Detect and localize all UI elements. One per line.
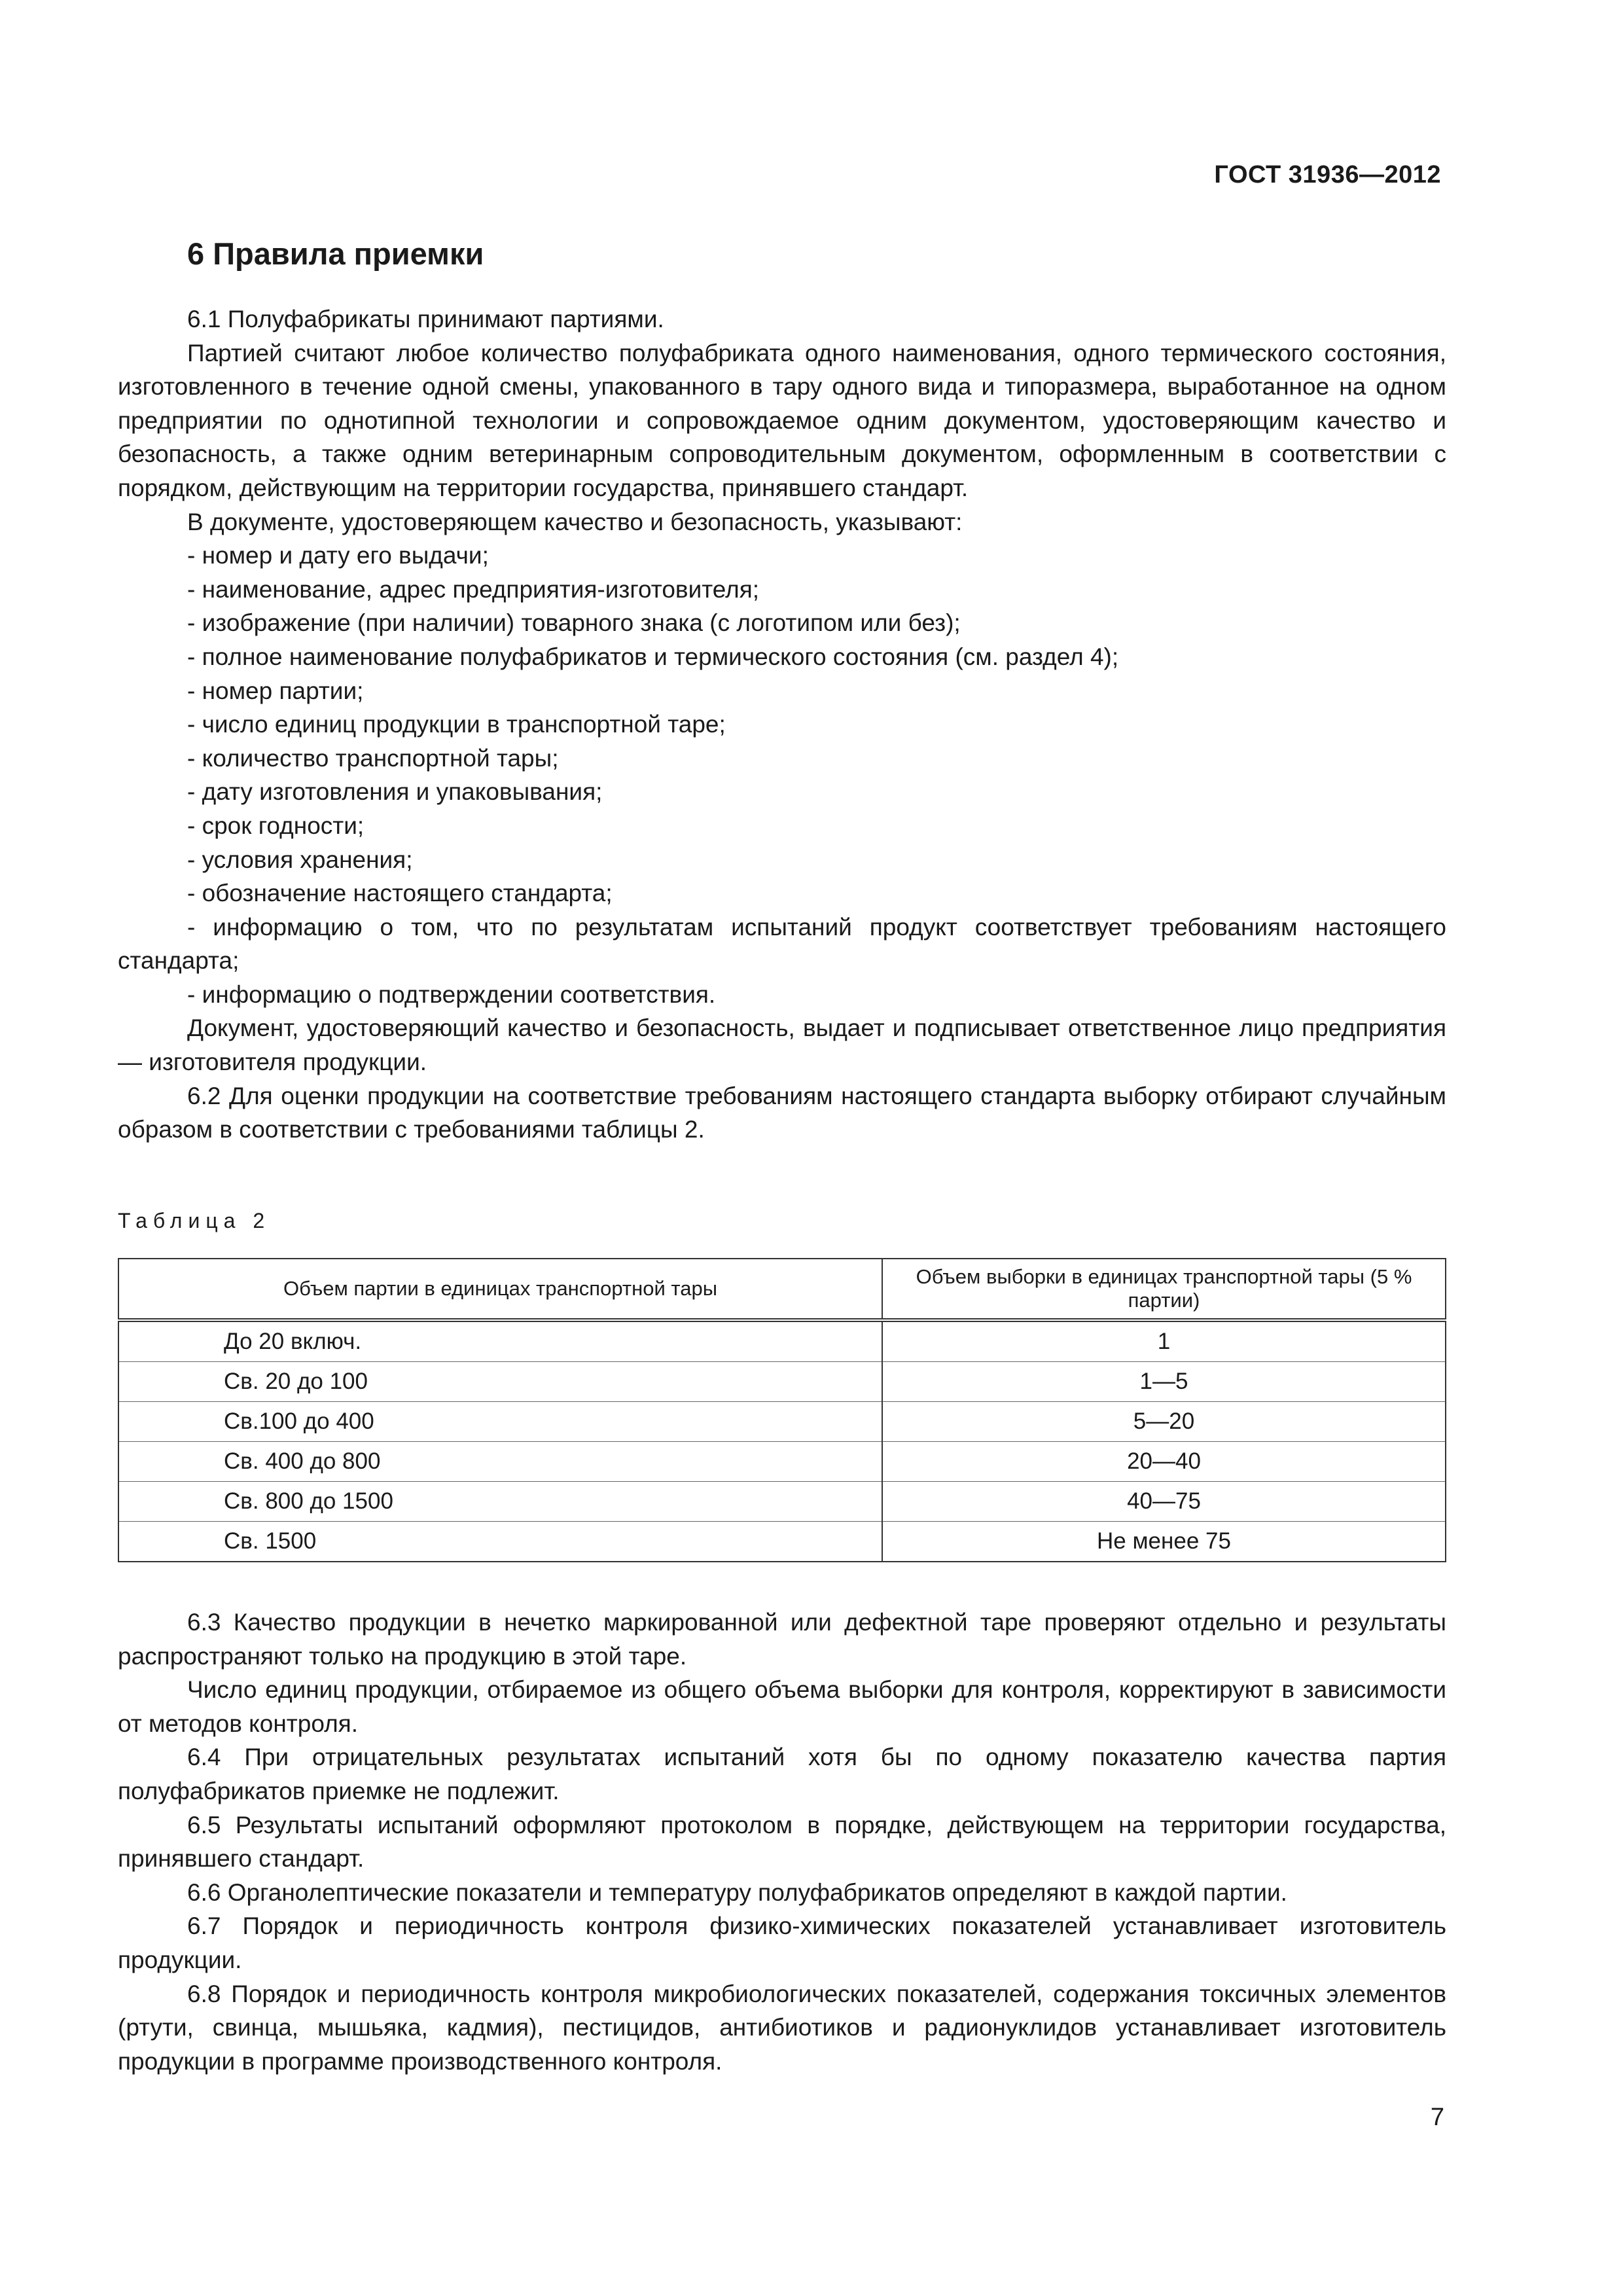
list-item: - наименование, адрес предприятия-изготовителя; (187, 575, 760, 603)
table-row (118, 1402, 1446, 1442)
column-header-sample-size: Объем выборки в единицах транспортной тары (5 % партии) (882, 1259, 1446, 1320)
paragraph-6-2: 6.2 Для оценки продукции на соответствие требованиям настоящего стандарта выборку отбирают случайным образом в соответствии с требованиями таблицы 2. (118, 1082, 1446, 1143)
lot-size-cell: До 20 включ. (118, 1320, 882, 1362)
paragraph-document-contents: В документе, удостоверяющем качество и безопасность, указывают: (187, 508, 963, 535)
paragraph-6-5: 6.5 Результаты испытаний оформляют протоколом в порядке, действующем на территории государства, принявшего стандарт. (118, 1811, 1446, 1873)
list-item: - условия хранения; (187, 846, 413, 873)
column-header-lot-size: Объем партии в единицах транспортной тары (118, 1259, 882, 1320)
paragraph-sample-count: Число единиц продукции, отбираемое из общего объема выборки для контроля, корректируют в зависимости от методов контроля. (118, 1676, 1446, 1737)
lot-size-cell: Св. 1500 (118, 1522, 882, 1562)
table-row (118, 1442, 1446, 1482)
sampling-table (118, 1258, 1446, 1562)
section-body (118, 302, 1446, 1147)
table-row (118, 1522, 1446, 1562)
section-title: 6 Правила приемки (187, 236, 484, 271)
list-item: - номер партии; (187, 677, 364, 704)
paragraph-6-4: 6.4 При отрицательных результатах испытаний хотя бы по одному показателю качества партия полуфабрикатов приемке не подлежит. (118, 1744, 1446, 1804)
lot-size-cell: Св. 400 до 800 (118, 1442, 882, 1482)
paragraph-6-7: 6.7 Порядок и периодичность контроля физико-химических показателей устанавливает изготовитель продукции. (118, 1912, 1446, 1973)
list-item: - срок годности; (187, 812, 365, 839)
list-item: - изображение (при наличии) товарного знака (с логотипом или без); (187, 609, 961, 637)
table-row (118, 1482, 1446, 1522)
table-row (118, 1320, 1446, 1362)
sample-size-cell: 5—20 (882, 1402, 1446, 1442)
lot-size-cell: Св. 800 до 1500 (118, 1482, 882, 1522)
paragraph-6-1: 6.1 Полуфабрикаты принимают партиями. (187, 306, 664, 332)
section-body-continued (118, 1605, 1446, 2078)
paragraph-signature: Документ, удостоверяющий качество и безопасность, выдает и подписывает ответственное лицо предприятия — изготовителя продукции. (118, 1014, 1446, 1076)
lot-size-cell: Св.100 до 400 (118, 1402, 882, 1442)
list-item: - число единиц продукции в транспортной таре; (187, 711, 726, 738)
paragraph-lot-definition: Партией считают любое количество полуфабриката одного наименования, одного термического состояния, изготовленного в течение одной смены, упакованного в тару одного вида и типоразмера, выработанное на одном предприятии по однотипной технологии и сопровождаемое одним документом, удостоверяющим качество и безопасность, а также одним ветеринарным сопроводительным документом, оформленным в соответствии с порядком, действующим на территории государства, принявшего стандарт. (118, 339, 1446, 501)
sample-size-cell: 1 (882, 1320, 1446, 1362)
page-number: 7 (1430, 2104, 1444, 2131)
sample-size-cell: 1—5 (882, 1362, 1446, 1402)
paragraph-6-3: 6.3 Качество продукции в нечетко маркированной или дефектной таре проверяют отдельно и результаты распространяют только на продукцию в этой таре. (118, 1609, 1446, 1670)
list-item: - информацию о том, что по результатам испытаний продукт соответствует требованиям настоящего стандарта; (118, 913, 1446, 975)
list-item: - полное наименование полуфабрикатов и термического состояния (см. раздел 4); (187, 643, 1119, 670)
table-caption: Таблица 2 (118, 1209, 271, 1232)
list-item: - дату изготовления и упаковывания; (187, 778, 603, 806)
sample-size-cell: Не менее 75 (882, 1522, 1446, 1562)
table-row (118, 1362, 1446, 1402)
table-header-row (118, 1259, 1446, 1320)
list-item: - информацию о подтверждении соответствия. (187, 980, 716, 1008)
paragraph-6-8: 6.8 Порядок и периодичность контроля микробиологических показателей, содержания токсичных элементов (ртути, свинца, мышьяка, кадмия), пестицидов, антибиотиков и радионуклидов устанавливает изготовитель продукции в программе производственного контроля. (118, 1980, 1446, 2075)
list-item: - номер и дату его выдачи; (187, 542, 489, 569)
list-item: - количество транспортной тары; (187, 744, 559, 772)
sample-size-cell: 40—75 (882, 1482, 1446, 1522)
lot-size-cell: Св. 20 до 100 (118, 1362, 882, 1402)
paragraph-6-6: 6.6 Органолептические показатели и температуру полуфабрикатов определяют в каждой партии. (187, 1878, 1287, 1906)
document-code: ГОСТ 31936—2012 (1214, 161, 1441, 188)
sample-size-cell: 20—40 (882, 1442, 1446, 1482)
list-item: - обозначение настоящего стандарта; (187, 880, 613, 907)
